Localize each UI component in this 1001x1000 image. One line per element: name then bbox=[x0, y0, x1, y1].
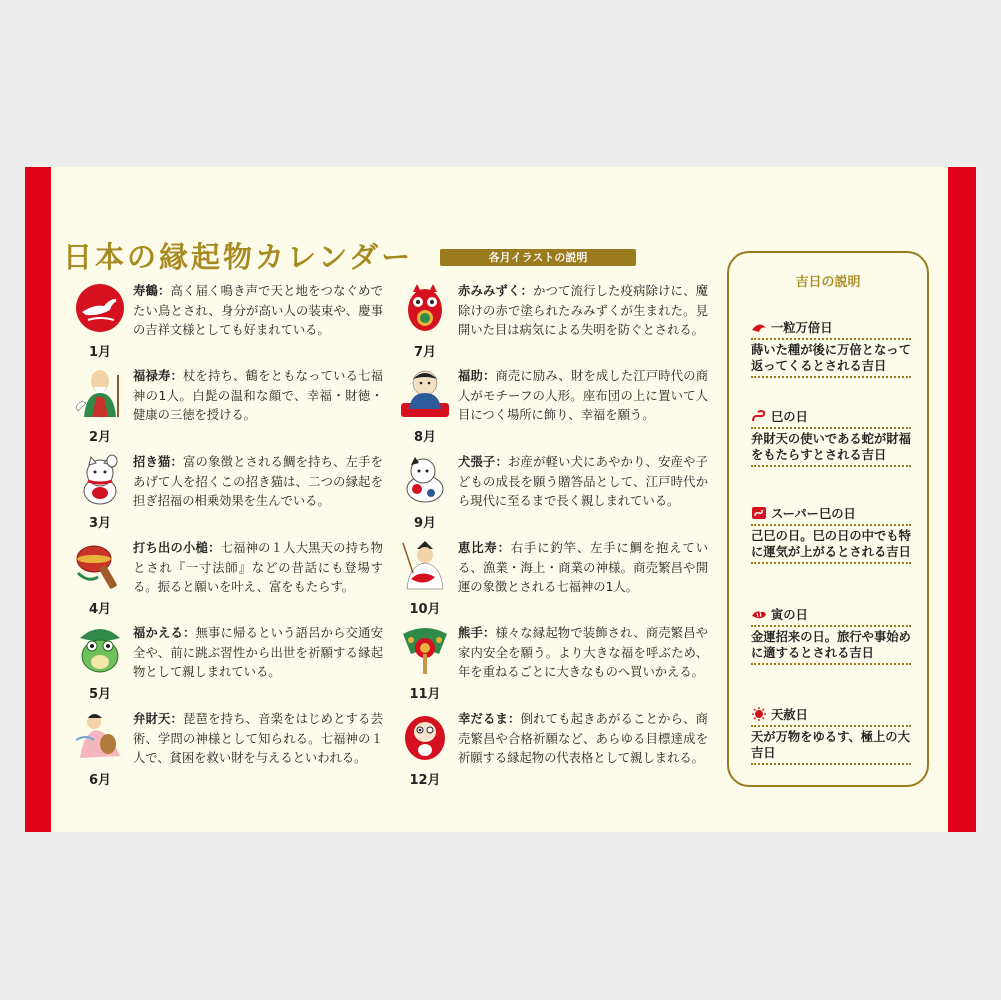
entry-desc: お産が軽い犬にあやかり、安産や子どもの成長を願う贈答品として、江戸時代から現代に至るまで長く親しまれている。 bbox=[458, 455, 708, 508]
entry-name: 恵比寿 bbox=[458, 541, 498, 555]
entry-name: 幸だるま bbox=[458, 712, 509, 726]
calendar-sheet bbox=[25, 167, 976, 832]
entry-desc: 高く届く鳴き声で天と地をつなぐめでたい鳥とされ、身分が高い人の装束や、慶事の吉祥文様としても好まれている。 bbox=[133, 284, 383, 337]
lucky-item-mi bbox=[751, 407, 911, 467]
maneki-neko-icon bbox=[74, 453, 126, 505]
month-label: 5月 bbox=[88, 687, 112, 702]
entry-text: 福かえる：無事に帰るという語呂から交通安全や、前に跳ぶ習性から出世を祈願する縁起物として親しまれている。 bbox=[133, 626, 383, 679]
lucky-item-desc: 己巳の日。巳の日の中でも特に運気が上がるとされる吉日 bbox=[751, 529, 911, 559]
lucky-item-super-mi bbox=[751, 504, 911, 564]
month-label: 3月 bbox=[88, 516, 112, 531]
month-label: 2月 bbox=[88, 430, 112, 445]
month-label: 11月 bbox=[409, 687, 441, 702]
page-title: 日本の縁起物カレンダー bbox=[63, 240, 414, 274]
entry-text: 福助：商売に励み、財を成した江戸時代の商人がモチーフの人形。座布団の上に置いて人目につく場所に飾り、幸福を願う。 bbox=[458, 369, 708, 422]
lucky-item-name: スーパー巳の日 bbox=[771, 507, 856, 521]
daruma-icon bbox=[399, 710, 451, 762]
snake-icon bbox=[751, 409, 767, 423]
inu-hariko-icon bbox=[399, 453, 451, 505]
entry-desc: 様々な縁起物で装飾され、商売繁昌や家内安全を願う。より大きな福を呼ぶため、年を重ねるごとに大きなものへ買いかえる。 bbox=[458, 626, 708, 679]
frog-icon bbox=[74, 624, 126, 676]
entry-name: 赤みみずく bbox=[458, 284, 521, 298]
entry-text: 招き猫：富の象徴とされる鯛を持ち、左手をあげて人を招くこの招き猫は、二つの縁起を担ぎ招福の相乗効果を生んでいる。 bbox=[133, 455, 383, 508]
lucky-item-name: 寅の日 bbox=[771, 608, 808, 622]
entry-name: 福助 bbox=[458, 369, 483, 383]
sun-icon bbox=[751, 707, 767, 721]
red-band-left bbox=[25, 167, 51, 832]
entry-name: 福かえる bbox=[133, 626, 184, 640]
section-subtitle: 各月イラストの説明 bbox=[440, 249, 636, 266]
entry-name: 寿鶴 bbox=[133, 284, 159, 298]
entry-desc: 富の象徴とされる鯛を持ち、左手をあげて人を招くこの招き猫は、二つの縁起を担ぎ招福の相乗効果を生んでいる。 bbox=[133, 455, 383, 508]
benzaiten-icon bbox=[74, 710, 126, 762]
lucky-item-name: 巳の日 bbox=[771, 410, 808, 424]
entry-text: 打ち出の小槌：七福神の１人大黒天の持ち物とされ『一寸法師』などの昔話にも登場する。振ると願いを叶え、富をもたらす。 bbox=[133, 541, 383, 594]
entry-text: 恵比寿：右手に釣竿、左手に鯛を抱えている、漁業・海上・商業の神様。商売繁昌や開運の象徴とされる七福神の1人。 bbox=[458, 541, 708, 594]
entry-text: 寿鶴：高く届く鳴き声で天と地をつなぐめでたい鳥とされ、身分が高い人の装束や、慶事の吉祥文様としても好まれている。 bbox=[133, 284, 383, 337]
month-label: 12月 bbox=[409, 773, 441, 788]
lucky-item-ichiryu bbox=[751, 318, 911, 378]
entry-text: 熊手：様々な縁起物で装飾され、商売繁昌や家内安全を願う。より大きな福を呼ぶため、年を重ねるごとに大きなものへ買いかえる。 bbox=[458, 626, 708, 679]
entry-name: 福禄寿 bbox=[133, 369, 171, 383]
lucky-item-desc: 蒔いた種が後に万倍となって返ってくるとされる吉日 bbox=[751, 343, 911, 373]
lucky-item-name: 一粒万倍日 bbox=[771, 321, 833, 335]
month-label: 1月 bbox=[88, 345, 112, 360]
month-label: 8月 bbox=[413, 430, 437, 445]
seed-icon bbox=[751, 320, 767, 334]
lucky-item-name: 天赦日 bbox=[771, 708, 808, 722]
entry-text: 福禄寿：杖を持ち、鶴をともなっている七福神の1人。白髭の温和な顔で、幸福・財徳・健康の三徳を授ける。 bbox=[133, 369, 383, 422]
entry-desc: 無事に帰るという語呂から交通安全や、前に跳ぶ習性から出世を祈願する縁起物として親しまれている。 bbox=[133, 626, 383, 679]
ebisu-icon bbox=[399, 539, 451, 591]
month-label: 9月 bbox=[413, 516, 437, 531]
entry-text: 犬張子：お産が軽い犬にあやかり、安産や子どもの成長を願う贈答品として、江戸時代から現代に至るまで長く親しまれている。 bbox=[458, 455, 708, 508]
entry-desc: 商売に励み、財を成した江戸時代の商人がモチーフの人形。座布団の上に置いて人目につく場所に飾り、幸福を願う。 bbox=[458, 369, 708, 422]
fukusuke-icon bbox=[399, 367, 451, 419]
entry-name: 招き猫 bbox=[133, 455, 171, 469]
lucky-days-box bbox=[727, 251, 929, 787]
lucky-item-tora bbox=[751, 605, 911, 665]
entry-desc: 右手に釣竿、左手に鯛を抱えている、漁業・海上・商業の神様。商売繁昌や開運の象徴とされる七福神の1人。 bbox=[458, 541, 708, 594]
entry-text: 弁財天：琵琶を持ち、音楽をはじめとする芸術、学問の神様として知られる。七福神の１人で、貧困を救い財を与えるといわれる。 bbox=[133, 712, 383, 765]
entry-name: 弁財天 bbox=[133, 712, 171, 726]
tiger-icon bbox=[751, 607, 767, 621]
lucky-item-desc: 天が万物をゆるす、極上の大吉日 bbox=[751, 730, 910, 760]
entry-name: 犬張子 bbox=[458, 455, 496, 469]
super-snake-icon bbox=[751, 506, 767, 520]
month-label: 10月 bbox=[409, 602, 441, 617]
entry-desc: かつて流行した疫病除けに、魔除けの赤で塗られたみみずくが生まれた。見開いた目は病気による失明を防ぐとされる。 bbox=[458, 284, 708, 337]
entry-text: 赤みみずく：かつて流行した疫病除けに、魔除けの赤で塗られたみみずくが生まれた。見開いた目は病気による失明を防ぐとされる。 bbox=[458, 284, 708, 337]
entry-name: 熊手 bbox=[458, 626, 483, 640]
lucky-item-desc: 金運招来の日。旅行や事始めに適するとされる吉日 bbox=[751, 630, 911, 660]
month-label: 6月 bbox=[88, 773, 112, 788]
kumade-icon bbox=[399, 624, 451, 676]
entry-desc: 杖を持ち、鶴をともなっている七福神の1人。白髭の温和な顔で、幸福・財徳・健康の三徳を授ける。 bbox=[133, 369, 383, 422]
lucky-days-title: 吉日の説明 bbox=[795, 275, 861, 290]
crane-icon bbox=[74, 282, 126, 334]
red-band-right bbox=[948, 167, 976, 832]
mallet-icon bbox=[74, 539, 126, 591]
lucky-item-tensha bbox=[751, 705, 911, 765]
entry-name: 打ち出の小槌 bbox=[133, 541, 209, 555]
lucky-item-desc: 弁財天の使いである蛇が財福をもたらすとされる吉日 bbox=[751, 432, 911, 462]
entry-desc: 琵琶を持ち、音楽をはじめとする芸術、学問の神様として知られる。七福神の１人で、貧困を救い財を与えるといわれる。 bbox=[133, 712, 383, 765]
owl-icon bbox=[399, 282, 451, 334]
entry-desc: 倒れても起きあがることから、商売繁昌や合格祈願など、あらゆる目標達成を祈願する縁起物の代表格として親しまれる。 bbox=[458, 712, 708, 765]
month-label: 7月 bbox=[413, 345, 437, 360]
entry-text: 幸だるま：倒れても起きあがることから、商売繁昌や合格祈願など、あらゆる目標達成を祈願する縁起物の代表格として親しまれる。 bbox=[458, 712, 708, 765]
entry-desc: 七福神の１人大黒天の持ち物とされ『一寸法師』などの昔話にも登場する。振ると願いを叶え、富をもたらす。 bbox=[133, 541, 383, 594]
month-label: 4月 bbox=[88, 602, 112, 617]
fukurokuju-icon bbox=[74, 367, 126, 419]
